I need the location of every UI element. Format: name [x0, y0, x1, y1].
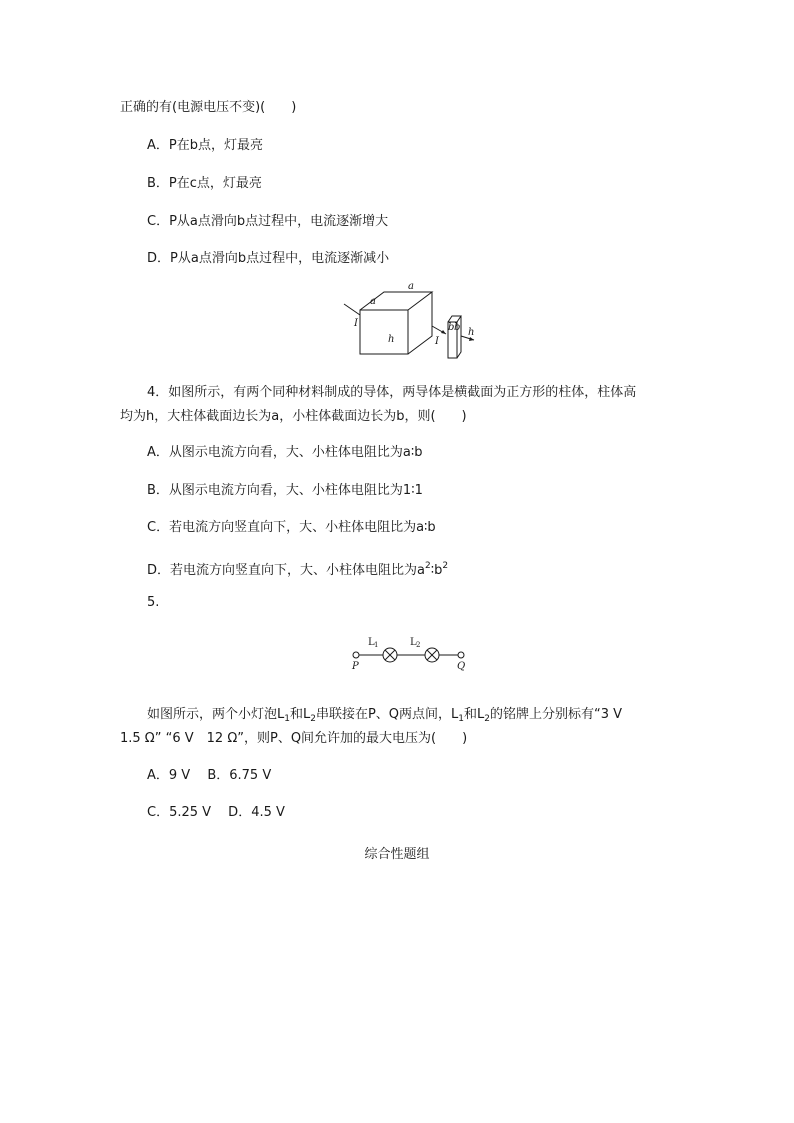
q5-stem-part-b: 和L [289, 707, 311, 722]
q4-option-d-exp-a: 2 [424, 561, 431, 571]
lamp-l1-subscript: 1 [374, 641, 379, 649]
lamp-circuit-figure [348, 636, 470, 672]
q3-option-c: C．P从a点滑向b点过程中，电流逐渐增大 [147, 214, 389, 229]
q5-stem-line2: 1.5 Ω” “6 V 12 Ω”，则P、Q间允许加的最大电压为( ) [120, 731, 468, 746]
q5-number: 5. [147, 595, 160, 610]
big-prism-front [360, 310, 408, 354]
small-current-label: I [435, 336, 439, 347]
q4-option-d [147, 556, 448, 581]
terminal-p-label: P [352, 661, 359, 672]
lamp-l2-subscript: 2 [416, 641, 421, 649]
q3-stem: 正确的有(电源电压不变)( ) [120, 100, 297, 115]
q4-stem-line2: 均为h，大柱体截面边长为a，小柱体截面边长为b，则( ) [120, 409, 467, 424]
terminal-p [353, 652, 359, 658]
small-h-label: h [468, 327, 475, 338]
small-b-label-1: b [448, 322, 455, 333]
q4-option-d-text: D．若电流方向竖直向下，大、小柱体电阻比为a [147, 563, 425, 578]
q5-sub-1b: 1 [458, 714, 465, 724]
lamp-l2-label: L [410, 637, 417, 648]
big-a-top-label: a [408, 281, 414, 292]
q3-option-a: A．P在b点，灯最亮 [147, 138, 263, 153]
big-current-arrow [344, 304, 360, 315]
q5-stem-part-c: 串联接在P、Q两点间，L [315, 707, 459, 722]
q4-stem-line1: 4．如图所示，有两个同种材料制成的导体，两导体是横截面为正方形的柱体，柱体高 [147, 385, 637, 400]
q5-stem-line1 [147, 705, 622, 729]
q5-stem-part-d: 和L [464, 707, 485, 722]
q5-stem-part-e: 的铭牌上分别标有“3 V [490, 707, 623, 722]
terminal-q-label: Q [457, 661, 466, 672]
q5-options-row2: C．5.25 V D．4.5 V [147, 805, 285, 820]
q4-option-b: B．从图示电流方向看，大、小柱体电阻比为1∶1 [147, 483, 423, 498]
conductor-figure [340, 282, 480, 362]
big-a-left-label: a [370, 296, 376, 307]
q4-option-c: C．若电流方向竖直向下，大、小柱体电阻比为a∶b [147, 520, 436, 535]
q4-option-d-exp-b: 2 [442, 561, 449, 571]
q5-sub-2a: 2 [310, 714, 316, 724]
q5-options-row1: A．9 V B．6.75 V [147, 768, 272, 783]
terminal-q [458, 652, 464, 658]
q4-option-d-sep: ∶b [430, 563, 443, 578]
small-b-label-2: b [454, 322, 461, 333]
q5-sub-2b: 2 [484, 714, 491, 724]
lamp-l1-label: L [368, 637, 375, 648]
section-heading: 综合性题组 [364, 847, 430, 862]
q3-option-b: B．P在c点，灯最亮 [147, 176, 262, 191]
big-h-label: h [388, 334, 395, 345]
q5-stem-part-a: 如图所示，两个小灯泡L [147, 707, 285, 722]
q5-sub-1a: 1 [284, 714, 290, 724]
big-current-label: I [354, 318, 358, 329]
q4-option-a: A．从图示电流方向看，大、小柱体电阻比为a∶b [147, 445, 423, 460]
q3-option-d: D．P从a点滑向b点过程中，电流逐渐减小 [147, 251, 390, 266]
